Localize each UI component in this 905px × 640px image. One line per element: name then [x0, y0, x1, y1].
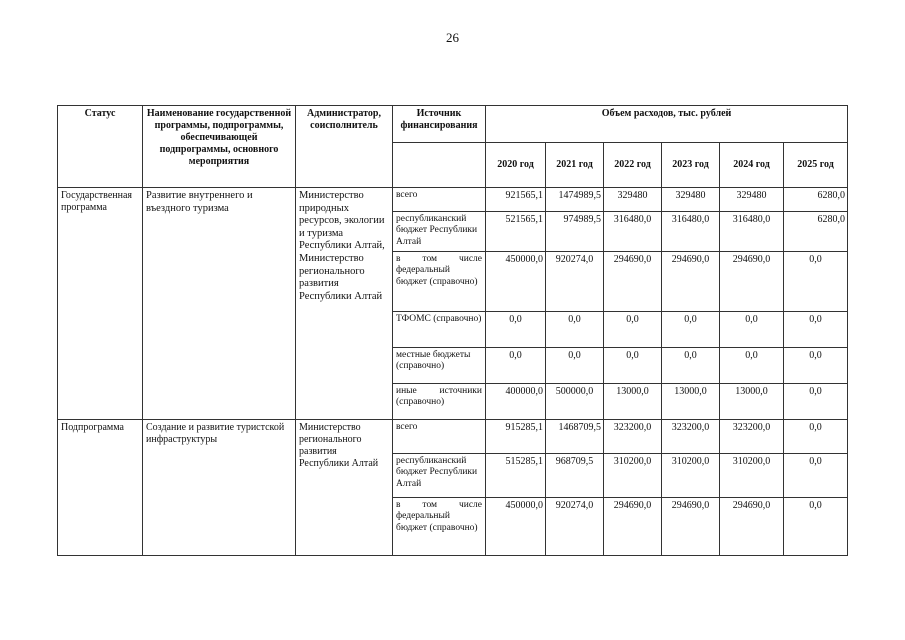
year-header: 2023 год: [662, 143, 720, 188]
value-cell: 920274,0: [546, 498, 604, 556]
value-cell: 323200,0: [720, 420, 784, 454]
page-number: 26: [446, 30, 459, 45]
header-source: Источник финансирования: [393, 106, 486, 143]
value-cell: 6280,0: [784, 212, 848, 252]
value-cell: 0,0: [784, 348, 848, 384]
value-cell: 0,0: [546, 348, 604, 384]
value-cell: 0,0: [486, 348, 546, 384]
value-cell: 0,0: [604, 348, 662, 384]
source-cell: местные бюджеты (справочно): [393, 348, 486, 384]
value-cell: 329480: [662, 188, 720, 212]
value-cell: 310200,0: [662, 454, 720, 498]
value-cell: 294690,0: [720, 498, 784, 556]
value-cell: 294690,0: [662, 498, 720, 556]
value-cell: 0,0: [662, 312, 720, 348]
value-cell: 13000,0: [604, 384, 662, 420]
value-cell: 310200,0: [604, 454, 662, 498]
table-row: [58, 420, 848, 454]
admin-cell: Министерство природных ресурсов, экологии и туризма Республики Алтай, Министерство регионального развития Республики Алтай: [296, 188, 393, 420]
year-header: 2020 год: [486, 143, 546, 188]
value-cell: 500000,0: [546, 384, 604, 420]
value-cell: 0,0: [720, 348, 784, 384]
source-cell: республиканский бюджет Республики Алтай: [393, 212, 486, 252]
value-cell: 316480,0: [604, 212, 662, 252]
source-cell: всего: [393, 188, 486, 212]
value-cell: 6280,0: [784, 188, 848, 212]
source-cell: всего: [393, 420, 486, 454]
value-cell: 0,0: [604, 312, 662, 348]
value-cell: 515285,1: [486, 454, 546, 498]
status-cell: Государственная программа: [58, 188, 143, 420]
value-cell: 329480: [720, 188, 784, 212]
header-row: [58, 106, 848, 143]
header-admin: Администратор, соисполнитель: [296, 106, 393, 188]
value-cell: 0,0: [662, 348, 720, 384]
table-row: [58, 188, 848, 212]
value-cell: 0,0: [546, 312, 604, 348]
value-cell: 294690,0: [604, 252, 662, 312]
admin-cell: Министерство регионального развития Республики Алтай: [296, 420, 393, 556]
value-cell: 316480,0: [720, 212, 784, 252]
value-cell: 921565,1: [486, 188, 546, 212]
header-source-empty: [393, 143, 486, 188]
value-cell: 310200,0: [720, 454, 784, 498]
value-cell: 450000,0: [486, 252, 546, 312]
budget-table: [57, 105, 848, 556]
value-cell: 1468709,5: [546, 420, 604, 454]
value-cell: 0,0: [784, 420, 848, 454]
value-cell: 521565,1: [486, 212, 546, 252]
value-cell: 400000,0: [486, 384, 546, 420]
value-cell: 0,0: [784, 498, 848, 556]
year-header: 2021 год: [546, 143, 604, 188]
value-cell: 294690,0: [604, 498, 662, 556]
source-cell: ТФОМС (справочно): [393, 312, 486, 348]
value-cell: 0,0: [784, 454, 848, 498]
header-status: Статус: [58, 106, 143, 188]
program-name-cell: Создание и развитие туристской инфраструктуры: [143, 420, 296, 556]
source-cell: в том числе федеральный бюджет (справочно): [393, 498, 486, 556]
value-cell: 329480: [604, 188, 662, 212]
value-cell: 294690,0: [720, 252, 784, 312]
year-header: 2022 год: [604, 143, 662, 188]
source-cell: в том числе федеральный бюджет (справочно): [393, 252, 486, 312]
value-cell: 968709,5: [546, 454, 604, 498]
program-name-cell: Развитие внутреннего и въездного туризма: [143, 188, 296, 420]
value-cell: 323200,0: [604, 420, 662, 454]
value-cell: 915285,1: [486, 420, 546, 454]
value-cell: 0,0: [486, 312, 546, 348]
value-cell: 316480,0: [662, 212, 720, 252]
value-cell: 0,0: [784, 312, 848, 348]
source-cell: иные источники (справочно): [393, 384, 486, 420]
header-name: Наименование государственной программы, подпрограммы, обеспечивающей подпрограммы, основного мероприятия: [143, 106, 296, 188]
value-cell: 0,0: [784, 384, 848, 420]
year-header: 2025 год: [784, 143, 848, 188]
value-cell: 0,0: [784, 252, 848, 312]
status-cell: Подпрограмма: [58, 420, 143, 556]
value-cell: 0,0: [720, 312, 784, 348]
value-cell: 450000,0: [486, 498, 546, 556]
value-cell: 323200,0: [662, 420, 720, 454]
value-cell: 974989,5: [546, 212, 604, 252]
value-cell: 13000,0: [720, 384, 784, 420]
year-header: 2024 год: [720, 143, 784, 188]
value-cell: 920274,0: [546, 252, 604, 312]
header-volume: Объем расходов, тыс. рублей: [486, 106, 848, 143]
source-cell: республиканский бюджет Республики Алтай: [393, 454, 486, 498]
value-cell: 1474989,5: [546, 188, 604, 212]
value-cell: 294690,0: [662, 252, 720, 312]
value-cell: 13000,0: [662, 384, 720, 420]
